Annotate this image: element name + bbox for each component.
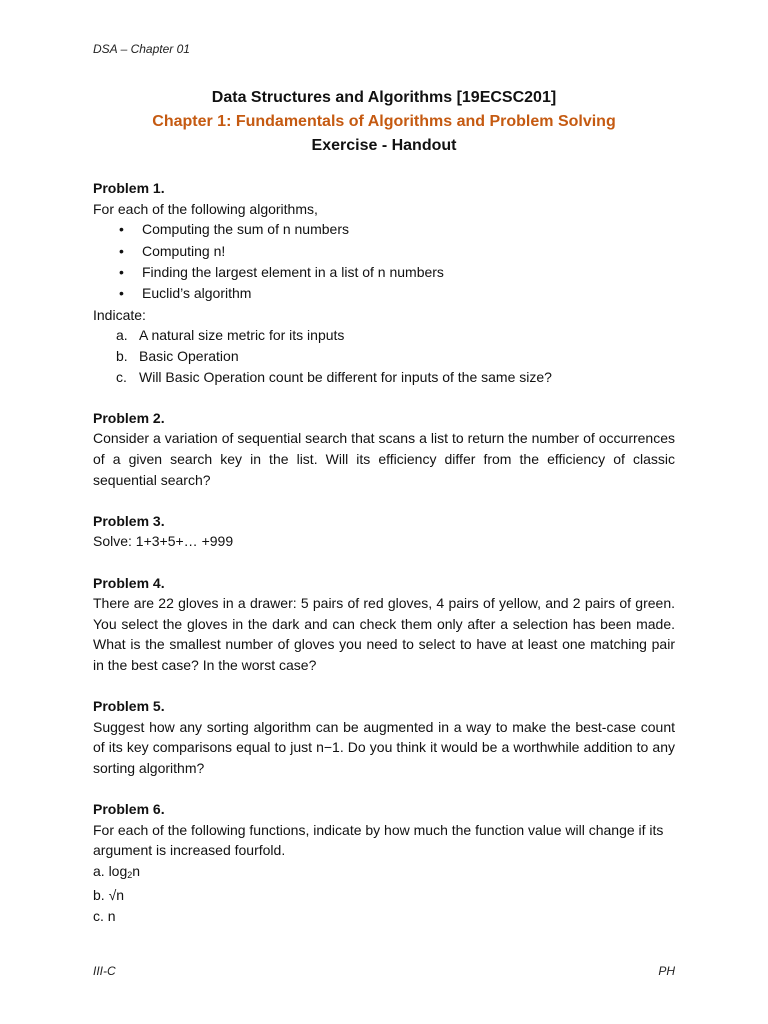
problem-title: Problem 6.	[93, 801, 165, 818]
list-item-text: Computing the sum of n numbers	[142, 221, 349, 238]
running-header: DSA – Chapter 01	[93, 42, 190, 56]
list-item	[93, 283, 675, 304]
list-item	[93, 367, 675, 388]
function-item-a	[93, 861, 675, 886]
function-suffix: n	[132, 862, 141, 879]
list-item	[93, 241, 675, 262]
problem-5	[93, 696, 675, 778]
footer-left: III-C	[93, 964, 116, 978]
list-letter: c.	[116, 368, 127, 385]
log-base: 2	[127, 869, 133, 880]
list-item-text: A natural size metric for its inputs	[139, 327, 345, 344]
list-item	[93, 325, 675, 346]
problem-title: Problem 1.	[93, 180, 165, 196]
problem-text: Consider a variation of sequential search that scans a list to return the number of occurrences of a given search key in the list. Will its efficiency differ from the efficiency of classic sequential search?	[93, 430, 675, 488]
problem-title: Problem 5.	[93, 698, 165, 715]
problems-content	[93, 178, 675, 947]
problem-1	[93, 178, 675, 387]
list-item-text: Euclid’s algorithm	[142, 285, 252, 302]
list-item-text: Will Basic Operation count be different for inputs of the same size?	[139, 368, 552, 385]
problem-2	[93, 408, 675, 490]
problem-6	[93, 799, 675, 927]
problem-text: There are 22 gloves in a drawer: 5 pairs of red gloves, 4 pairs of yellow, and 2 pairs of green. You select the gloves in the dark and can check them only after a selection has been made. What is the smallest number of gloves you need to select to have at least one matching pair in the best case? In the worst case?	[93, 595, 675, 673]
list-item-text: Finding the largest element in a list of n numbers	[142, 264, 444, 280]
problem-title: Problem 2.	[93, 409, 165, 426]
problem-text: Solve: 1+3+5+… +999	[93, 533, 234, 550]
list-item	[93, 346, 675, 367]
handout-title: Exercise - Handout	[311, 137, 457, 154]
bullet-icon: •	[119, 221, 124, 238]
list-letter: b.	[116, 348, 128, 364]
bullet-icon: •	[119, 264, 124, 280]
list-item	[93, 262, 675, 283]
bullet-icon: •	[119, 242, 124, 259]
function-item-b: b. √n	[93, 887, 125, 904]
problem-title: Problem 3.	[93, 512, 165, 529]
indicate-label: Indicate:	[93, 306, 146, 323]
title-block	[0, 86, 768, 158]
problem-4	[93, 573, 675, 676]
footer-right: PH	[658, 964, 675, 978]
indicate-list	[93, 325, 675, 387]
function-item-c: c. n	[93, 908, 116, 925]
algorithm-bullet-list	[93, 219, 675, 305]
problem-intro: For each of the following algorithms,	[93, 200, 318, 217]
function-prefix: a. log	[93, 862, 128, 879]
course-title: Data Structures and Algorithms [19ECSC201]	[211, 89, 557, 106]
bullet-icon: •	[119, 285, 124, 302]
list-item-text: Computing n!	[142, 242, 226, 259]
list-item-text: Basic Operation	[139, 348, 239, 364]
problem-title: Problem 4.	[93, 574, 165, 591]
problem-3	[93, 511, 675, 552]
chapter-title: Chapter 1: Fundamentals of Algorithms and Problem Solving	[152, 113, 616, 130]
list-item	[93, 219, 675, 240]
problem-text: Suggest how any sorting algorithm can be augmented in a way to make the best-case count of its key comparisons equal to just n−1. Do you think it would be a worthwhile addition to any sorting algorithm?	[93, 718, 675, 776]
problem-text: For each of the following functions, indicate by how much the function value will change if its argument is increased fourfold.	[93, 821, 664, 859]
list-letter: a.	[116, 327, 128, 344]
